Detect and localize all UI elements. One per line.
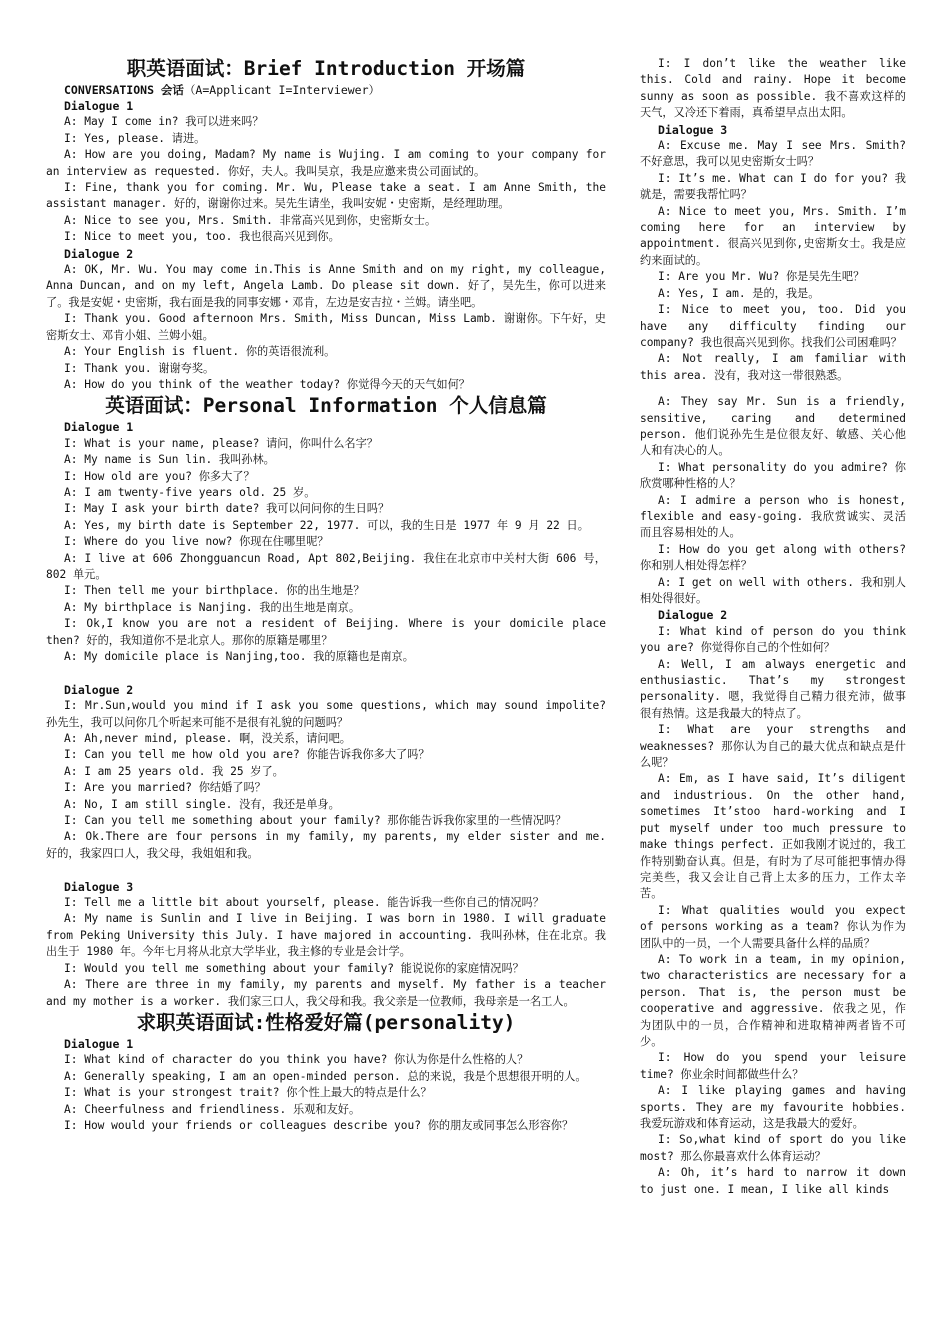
dialogue-line: A: To work in a team, in my opinion, two characteristics are necessary for a person. That is, the person must be cooperative and aggressive. 依我之见，作为团队中的一员，合作精神和进取精神两者皆不可少。	[640, 952, 906, 1048]
dialogue-line: I: How old are you? 你多大了？	[64, 469, 255, 483]
dialogue-line: I: What kind of character do you think you have? 你认为你是什么性格的人？	[64, 1053, 529, 1067]
dialogue-line: A: There are three in my family, my parents and myself. My father is a teacher and my mother is a worker. 我们家三口人，我父母和我。我父亲是一位教师，我母亲是一名工人。	[46, 978, 606, 1008]
dialogue-line: I: Are you Mr. Wu? 你是吴先生吧？	[658, 270, 865, 284]
dialogue-line: I: Can you tell me how old you are? 你能告诉我你多大了吗？	[64, 748, 430, 762]
dialogue-line: A: Nice to see you, Mrs. Smith. 非常高兴见到你，史密斯女士。	[64, 213, 437, 227]
dialogue-heading: Dialogue 2	[64, 682, 134, 697]
dialogue-line: I: What is your name, please? 请问，你叫什么名字？	[64, 436, 378, 450]
dialogue-line: A: My name is Sun lin. 我叫孙林。	[64, 453, 275, 467]
dialogue-line: A: I admire a person who is honest, flexible and easy-going. 我欣赏诚实、灵活而且容易相处的人。	[640, 493, 906, 540]
conversation-legend-roles: （A=Applicant I=Interviewer）	[183, 83, 381, 97]
conversation-legend-title: CONVERSATIONS 会话	[64, 83, 184, 97]
dialogue-line: I: Fine, thank you for coming. Mr. Wu, Please take a seat. I am Anne Smith, the assistant manager. 好的，谢谢你过来。吴先生请坐，我叫安妮・史密斯，是经理助理。	[46, 181, 606, 211]
dialogue-line: A: Oh, it’s hard to narrow it down to just one. I mean, I like all kinds	[640, 1166, 906, 1196]
dialogue-heading: Dialogue 3	[64, 879, 134, 894]
dialogue-line: I: What is your strongest trait? 你个性上最大的特点是什么？	[64, 1086, 432, 1100]
dialogue-line: A: Ah,never mind, please. 啊，没关系，请问吧。	[64, 732, 351, 746]
dialogue-heading: Dialogue 1	[64, 420, 134, 435]
dialogue-line: I: Nice to meet you, too. 我也很高兴见到你。	[64, 230, 340, 244]
dialogue-heading: Dialogue 1	[64, 1036, 134, 1051]
conversation-legend	[46, 82, 606, 98]
dialogue-line: I: Thank you. Good afternoon Mrs. Smith, Miss Duncan, Miss Lamb. 谢谢你。下午好，史密斯女士、邓肯小姐、兰姆小姐。	[46, 312, 606, 342]
right-column	[640, 56, 906, 1198]
section-heading: 求职英语面试:性格爱好篇(personality)	[136, 1010, 516, 1034]
dialogue-line: I: Can you tell me something about your family? 那你能告诉我你家里的一些情况吗？	[64, 814, 567, 828]
dialogue-line: I: What kind of person do you think you are? 你觉得你自己的个性如何？	[640, 624, 906, 655]
dialogue-line: A: Ok.There are four persons in my family, my parents, my elder sister and me. 好的，我家四口人，我父母，我姐姐和我。	[46, 830, 606, 860]
dialogue-line: A: My birthplace is Nanjing. 我的出生地是南京。	[64, 600, 361, 614]
dialogue-heading: Dialogue 1	[64, 99, 134, 113]
dialogue-line: A: I am twenty-five years old. 25 岁。	[64, 485, 316, 499]
dialogue-heading: Dialogue 2	[658, 608, 728, 623]
dialogue-line: I: Nice to meet you, too. Did you have any difficulty finding our company? 我也很高兴见到你。找我们公司困难吗？	[640, 303, 906, 349]
dialogue-line: A: Cheerfulness and friendliness. 乐观和友好。	[64, 1102, 361, 1116]
dialogue-line: A: Generally speaking, I am an open-minded person. 总的来说，我是个思想很开明的人。	[64, 1069, 587, 1083]
dialogue-heading: Dialogue 3	[658, 122, 728, 137]
dialogue-line: I: How would your friends or colleagues describe you? 你的朋友或同事怎么形容你？	[64, 1118, 574, 1132]
spacer	[46, 862, 606, 878]
section-heading: 职英语面试：Brief Introduction 开场篇	[126, 57, 526, 80]
dialogue-line: I: Tell me a little bit about yourself, please. 能告诉我一些你自己的情况吗？	[64, 896, 544, 910]
dialogue-line: I: Yes, please. 请进。	[64, 131, 206, 145]
dialogue-line: I: Ok,I know you are not a resident of Beijing. Where is your domicile place then? 好的，我知道你不是北京人。那你的原籍是哪里？	[46, 617, 606, 647]
dialogue-line: A: My domicile place is Nanjing,too. 我的原籍也是南京。	[64, 650, 414, 663]
section-heading: 英语面试：Personal Information 个人信息篇	[105, 394, 547, 418]
dialogue-line: A: OK, Mr. Wu. You may come in.This is Anne Smith and on my right, my colleague, Anna Duncan, and on my left, Angela Lamb. Do please sit down. 好了，吴先生，你可以进来了。我是安妮・史密斯，我右面是我的同事安娜・邓肯，左边是安吉拉・兰姆。请坐吧。	[46, 263, 606, 309]
dialogue-line: A: I live at 606 Zhongguancun Road, Apt 802,Beijing. 我住在北京市中关村大街 606 号，802 单元。	[46, 551, 606, 581]
dialogue-line: I: May I ask your birth date? 我可以问问你的生日吗？	[64, 502, 390, 516]
dialogue-line: I: Are you married? 你结婚了吗？	[64, 781, 266, 795]
dialogue-line: I: What qualities would you expect of persons working as a team? 你认为作为团队中的一员，一个人需要具备什么样的品质？	[640, 903, 906, 950]
dialogue-line: I: How do you spend your leisure time? 你业余时间都做些什么？	[640, 1051, 906, 1081]
spacer	[46, 665, 606, 681]
dialogue-line: I: How do you get along with others? 你和别人相处得怎样？	[640, 542, 906, 573]
dialogue-line: A: Well, I am always energetic and enthusiastic. That’s my strongest personality. 嗯，我觉得自己精力很充沛，做事很有热情。这是我最大的特点了。	[640, 657, 906, 720]
dialogue-line: A: Excuse me. May I see Mrs. Smith? 不好意思，我可以见史密斯女士吗？	[640, 139, 906, 169]
dialogue-line: A: I like playing games and having sports. They are my favourite hobbies. 我爱玩游戏和体育运动，这是我最大的爱好。	[640, 1084, 906, 1130]
dialogue-line: A: Yes, my birth date is September 22, 1977. 可以，我的生日是 1977 年 9 月 22 日。	[64, 518, 589, 532]
dialogue-line: A: Em, as I have said, It’s diligent and industrious. On the other hand, sometimes It’stoo hard-working and I put myself under too much pressure to make things perfect. 正如我刚才说过的，我工作特别勤奋认真。但是，有时为了尽可能把事情办得完美些，我又会让自己背上太多的压力，工作太辛苦。	[640, 772, 906, 901]
dialogue-heading: Dialogue 2	[64, 246, 134, 261]
dialogue-line: I: Where do you live now? 你现在住哪里呢？	[64, 535, 329, 549]
dialogue-line: A: I am 25 years old. 我 25 岁了。	[64, 764, 284, 778]
dialogue-line: I: So,what kind of sport do you like most? 那么你最喜欢什么体育运动？	[640, 1133, 906, 1163]
dialogue-line: A: No, I am still single. 没有，我还是单身。	[64, 797, 340, 811]
dialogue-line: A: Not really, I am familiar with this area. 没有，我对这一带很熟悉。	[640, 352, 906, 382]
spacer	[640, 384, 906, 394]
dialogue-line: A: Your English is fluent. 你的英语很流利。	[64, 345, 336, 359]
dialogue-line: I: Then tell me your birthplace. 你的出生地是？	[64, 584, 365, 598]
dialogue-line: A: How are you doing, Madam? My name is Wujing. I am coming to your company for an interview as requested. 你好，夫人。我叫吴京，我是应邀来贵公司面试的。	[46, 148, 606, 178]
dialogue-line: I: I don’t like the weather like this. Cold and rainy. Hope it become sunny as soon as possible. 我不喜欢这样的天气，又冷还下着雨，真希望早点出太阳。	[640, 57, 906, 120]
dialogue-line: A: May I come in? 我可以进来吗？	[64, 115, 264, 129]
dialogue-line: A: I get on well with others. 我和别人相处得很好。	[640, 575, 906, 605]
dialogue-line: A: How do you think of the weather today? 你觉得今天的天气如何？	[64, 377, 470, 391]
dialogue-line: I: Mr.Sun,would you mind if I ask you some questions, which may sound impolite? 孙先生，我可以问你几个听起来可能不是很有礼貌的问题吗？	[46, 699, 606, 729]
dialogue-line: I: What personality do you admire? 你欣赏哪种性格的人？	[640, 460, 906, 491]
dialogue-line: I: Thank you. 谢谢夸奖。	[64, 361, 215, 375]
dialogue-line: I: What are your strengths and weaknesses? 那你认为自己的最大优点和缺点是什么呢？	[640, 723, 906, 770]
dialogue-line: I: It’s me. What can I do for you? 我就是，需要我帮忙吗？	[640, 171, 906, 202]
dialogue-line: A: Nice to meet you, Mrs. Smith. I’m coming here for an interview by appointment. 很高兴见到你,史密斯女士。我是应约来面试的。	[640, 204, 906, 267]
dialogue-line: I: Would you tell me something about your family? 能说说你的家庭情况吗？	[64, 961, 524, 975]
dialogue-line: A: Yes, I am. 是的，我是。	[658, 286, 820, 300]
dialogue-line: A: They say Mr. Sun is a friendly, sensitive, caring and determined person. 他们说孙先生是位很友好、敏感、关心他人和有决心的人。	[640, 395, 906, 458]
dialogue-line: A: My name is Sunlin and I live in Beijing. I was born in 1980. I will graduate from Peking University this July. I have majored in accounting. 我叫孙林，住在北京。我出生于 1980 年。今年七月将从北京大学毕业，我主修的专业是会计学。	[46, 912, 606, 959]
left-column	[46, 56, 606, 1134]
